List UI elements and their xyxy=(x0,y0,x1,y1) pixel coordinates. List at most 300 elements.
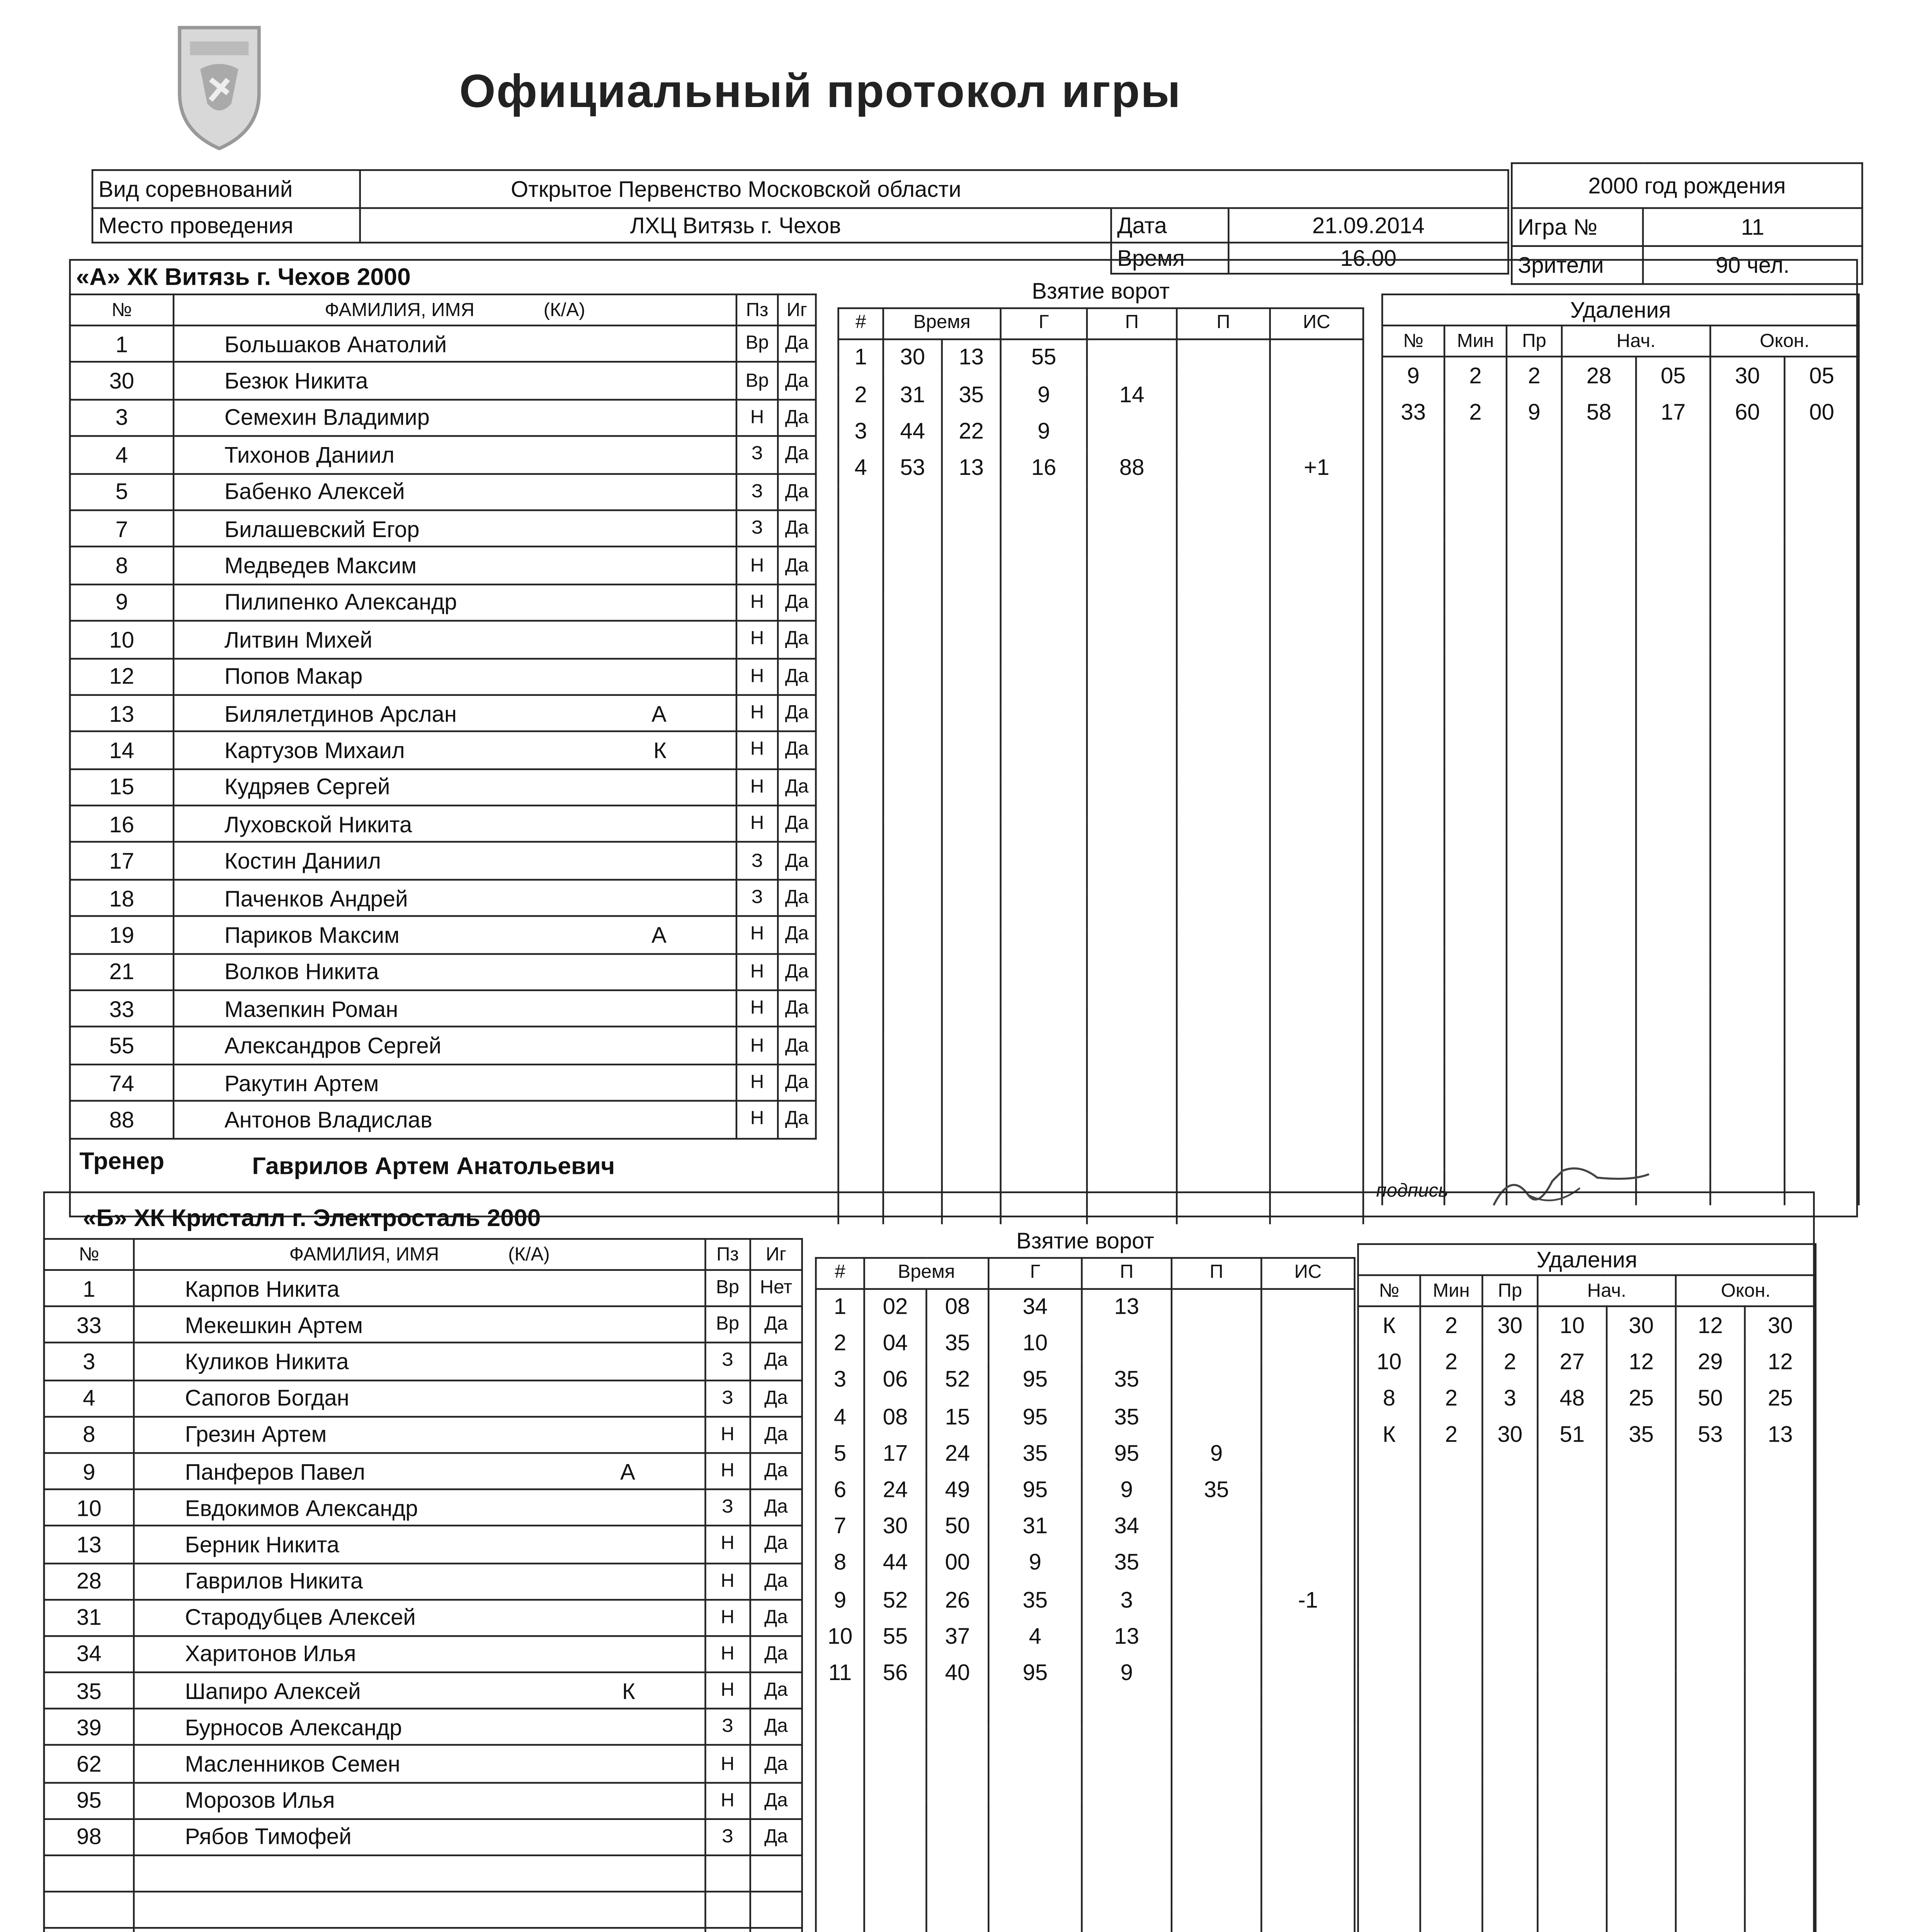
penalty-start-sec xyxy=(1607,1636,1676,1672)
penalty-start-sec xyxy=(1607,1709,1676,1745)
team-a-goals-title: Взятие ворот xyxy=(1032,278,1170,304)
player-played: Да xyxy=(750,1490,802,1526)
player-played: Да xyxy=(778,436,816,473)
penalty-row xyxy=(1382,1058,1859,1095)
goal-row xyxy=(816,1508,1354,1544)
penalty-start-sec: 05 xyxy=(1636,357,1710,394)
goal-scorer: 95 xyxy=(988,1361,1082,1398)
team-a-penalties-title: Удаления xyxy=(1382,294,1859,325)
player-position: Н xyxy=(736,547,778,584)
penalty-minutes xyxy=(1420,1672,1483,1709)
goal-second xyxy=(926,1800,988,1837)
penalty-reason xyxy=(1482,1599,1537,1636)
competition-value: Открытое Первенство Московской области xyxy=(360,170,1111,208)
player-played: Да xyxy=(778,400,816,437)
goal-time-header: Время xyxy=(864,1257,989,1288)
pen-reason-header: Пр xyxy=(1482,1275,1537,1306)
goal-row xyxy=(838,1003,1363,1040)
penalty-row xyxy=(1382,393,1859,430)
goal-scorer xyxy=(1001,966,1087,1003)
goal-minute: 04 xyxy=(864,1325,927,1361)
goal-second xyxy=(942,1077,1001,1114)
penalty-player xyxy=(1382,468,1444,505)
goal-situation xyxy=(1270,708,1363,745)
player-played: Да xyxy=(750,1672,802,1709)
goal-row xyxy=(838,708,1363,745)
penalty-start-sec xyxy=(1636,800,1710,837)
penalty-start-sec xyxy=(1636,947,1710,985)
pen-num-header: № xyxy=(1382,325,1444,356)
goal-number: 7 xyxy=(816,1508,864,1544)
goal-situation: +1 xyxy=(1270,449,1363,486)
goal-row xyxy=(838,671,1363,708)
player-name: Карпов Никита xyxy=(185,1275,340,1301)
goal-minute xyxy=(883,523,942,560)
player-played: Да xyxy=(750,1526,802,1563)
penalty-player xyxy=(1382,504,1444,541)
penalty-minutes xyxy=(1420,1891,1483,1928)
penalty-reason xyxy=(1482,1818,1537,1855)
spectators-label: Зрители xyxy=(1512,246,1643,284)
penalty-reason xyxy=(1507,763,1562,800)
goal-number xyxy=(838,1151,883,1188)
penalty-start-sec xyxy=(1636,1058,1710,1095)
penalty-reason xyxy=(1507,1021,1562,1058)
penalty-row xyxy=(1358,1379,1816,1416)
goal-scorer: 95 xyxy=(988,1654,1082,1690)
penalty-reason xyxy=(1507,430,1562,468)
penalty-end-sec xyxy=(1784,947,1859,985)
roster-row xyxy=(70,879,816,917)
player-name: Ракутин Артем xyxy=(224,1070,379,1096)
player-name-cell xyxy=(173,1101,736,1138)
player-name-cell xyxy=(134,1636,705,1673)
penalty-reason xyxy=(1507,985,1562,1022)
penalty-minutes xyxy=(1444,578,1507,615)
goal-row xyxy=(838,560,1363,597)
goal-second xyxy=(942,782,1001,819)
penalty-start-min xyxy=(1562,1021,1636,1058)
goal-minute xyxy=(864,1727,927,1764)
player-position: З xyxy=(705,1819,750,1855)
roster-row xyxy=(70,362,816,400)
player-number: 13 xyxy=(44,1526,134,1563)
penalty-start-min xyxy=(1562,726,1636,763)
goal-number: 2 xyxy=(838,375,883,412)
penalty-start-min xyxy=(1562,652,1636,689)
goal-assist-1 xyxy=(1087,338,1177,376)
roster-played-header: Иг xyxy=(778,294,816,325)
penalty-player: 10 xyxy=(1358,1343,1420,1379)
player-played: Да xyxy=(778,769,816,806)
penalty-row xyxy=(1358,1599,1816,1636)
player-name-cell xyxy=(134,1819,705,1855)
penalty-reason xyxy=(1482,1782,1537,1818)
player-number: 74 xyxy=(70,1064,173,1101)
player-played: Нет xyxy=(750,1270,802,1307)
goal-second xyxy=(942,708,1001,745)
player-played: Да xyxy=(778,732,816,769)
goal-number: 6 xyxy=(816,1471,864,1508)
goal-scorer: 4 xyxy=(988,1617,1082,1654)
player-name: Картузов Михаил xyxy=(224,737,405,764)
pen-min-header: Мин xyxy=(1444,325,1507,356)
roster-row xyxy=(70,732,816,769)
goal-assist-1 xyxy=(1087,819,1177,856)
player-position: Вр xyxy=(736,325,778,362)
goal-situation xyxy=(1261,1288,1354,1325)
goal-row xyxy=(816,1874,1354,1910)
player-played: Да xyxy=(750,1599,802,1636)
goal-minute xyxy=(883,1114,942,1151)
penalty-start-min xyxy=(1562,468,1636,505)
goal-assist-2 xyxy=(1177,745,1270,782)
goal-scorer: 55 xyxy=(1001,338,1087,376)
goal-number xyxy=(838,929,883,966)
player-number: 17 xyxy=(70,843,173,880)
goal-assist-2 xyxy=(1172,1581,1261,1617)
penalty-reason xyxy=(1507,652,1562,689)
penalty-start-sec xyxy=(1607,1599,1676,1636)
player-name-cell xyxy=(134,1380,705,1417)
goal-minute xyxy=(883,708,942,745)
penalty-row xyxy=(1382,357,1859,394)
penalty-row xyxy=(1382,430,1859,468)
goal-assist-1 xyxy=(1087,1077,1177,1114)
goal-situation xyxy=(1270,819,1363,856)
goal-minute: 52 xyxy=(864,1581,927,1617)
player-played: Да xyxy=(750,1746,802,1782)
player-name-cell xyxy=(134,1453,705,1490)
penalty-end-sec xyxy=(1784,1021,1859,1058)
goal-assist-2 xyxy=(1172,1508,1261,1544)
roster-row xyxy=(44,1270,802,1307)
birth-year: 2000 год рождения xyxy=(1512,163,1862,208)
player-name: Мекешкин Артем xyxy=(185,1312,363,1338)
penalty-reason: 2 xyxy=(1482,1343,1537,1379)
goal-situation xyxy=(1270,1040,1363,1077)
penalty-start-sec xyxy=(1607,1928,1676,1932)
penalty-player: 8 xyxy=(1358,1379,1420,1416)
player-name: Берник Никита xyxy=(185,1531,340,1558)
penalty-end-min xyxy=(1710,911,1784,948)
goal-scorer xyxy=(1001,819,1087,856)
roster-row xyxy=(70,584,816,621)
goal-assist-2 xyxy=(1177,597,1270,634)
penalty-start-min: 27 xyxy=(1537,1343,1607,1379)
goal-second xyxy=(926,1727,988,1764)
player-name-cell xyxy=(173,732,736,769)
player-position: Вр xyxy=(705,1306,750,1343)
goal-assist-1: 35 xyxy=(1082,1544,1172,1581)
roster-row xyxy=(44,1929,802,1932)
goal-second xyxy=(926,1764,988,1800)
roster-row xyxy=(70,510,816,547)
goal-assist-1 xyxy=(1082,1764,1172,1800)
player-played: Да xyxy=(778,806,816,843)
player-position: З xyxy=(705,1490,750,1526)
penalty-end-sec xyxy=(1784,763,1859,800)
penalty-row xyxy=(1382,689,1859,726)
player-number xyxy=(44,1929,134,1932)
penalty-minutes xyxy=(1420,1928,1483,1932)
goal-assist2-header: П xyxy=(1177,307,1270,338)
goal-row xyxy=(816,1581,1354,1617)
roster-row xyxy=(44,1892,802,1929)
penalty-player xyxy=(1382,652,1444,689)
player-name-cell xyxy=(173,325,736,362)
penalty-minutes xyxy=(1420,1526,1483,1563)
penalty-minutes xyxy=(1420,1489,1483,1526)
penalty-player: 9 xyxy=(1382,357,1444,394)
roster-played-header: Иг xyxy=(750,1239,802,1270)
goal-number xyxy=(838,782,883,819)
player-name-cell xyxy=(134,1892,705,1929)
penalty-end-sec xyxy=(1784,837,1859,874)
penalty-row xyxy=(1382,1021,1859,1058)
penalty-start-sec xyxy=(1607,1818,1676,1855)
player-position: Н xyxy=(736,621,778,658)
player-position: Н xyxy=(736,953,778,990)
goal-row xyxy=(838,782,1363,819)
player-position: Вр xyxy=(705,1270,750,1307)
penalty-player xyxy=(1358,1636,1420,1672)
player-number: 28 xyxy=(44,1563,134,1599)
goal-number xyxy=(838,1003,883,1040)
penalty-start-min xyxy=(1562,763,1636,800)
goal-number: 5 xyxy=(816,1434,864,1471)
player-number: 15 xyxy=(70,769,173,806)
goal-minute xyxy=(864,1874,927,1910)
penalty-start-min xyxy=(1562,430,1636,468)
team-a-coach-label: Тренер xyxy=(79,1146,165,1174)
penalty-start-min xyxy=(1562,689,1636,726)
penalty-start-min xyxy=(1537,1562,1607,1599)
goal-assist-2: 9 xyxy=(1172,1434,1261,1471)
goal-scorer: 35 xyxy=(988,1434,1082,1471)
goal-row xyxy=(816,1910,1354,1932)
player-position: Н xyxy=(736,695,778,732)
penalty-start-min xyxy=(1537,1636,1607,1672)
goal-assist-1 xyxy=(1082,1727,1172,1764)
player-position: Н xyxy=(705,1782,750,1819)
player-number: 10 xyxy=(44,1490,134,1526)
roster-row xyxy=(70,953,816,990)
penalty-end-min xyxy=(1676,1782,1745,1818)
player-number: 3 xyxy=(70,400,173,437)
roster-name-header: ФАМИЛИЯ, ИМЯ xyxy=(289,1244,439,1265)
goal-number xyxy=(816,1837,864,1874)
roster-row xyxy=(44,1526,802,1563)
player-position: Вр xyxy=(736,362,778,400)
penalty-row xyxy=(1382,874,1859,911)
penalty-start-sec xyxy=(1636,615,1710,652)
goal-scorer xyxy=(1001,1114,1087,1151)
player-position xyxy=(705,1855,750,1892)
penalty-start-min xyxy=(1562,1095,1636,1133)
goal-minute: 02 xyxy=(864,1288,927,1325)
roster-row xyxy=(70,1027,816,1065)
player-position: Н xyxy=(705,1599,750,1636)
player-name-cell xyxy=(173,990,736,1027)
goal-situation-header: ИС xyxy=(1270,307,1363,338)
time-value: 16.00 xyxy=(1228,243,1508,274)
goal-assist2-header: П xyxy=(1172,1257,1261,1288)
goal-second xyxy=(926,1874,988,1910)
goal-scorer: 9 xyxy=(1001,375,1087,412)
roster-row xyxy=(70,1101,816,1138)
penalty-end-min: 12 xyxy=(1676,1306,1745,1343)
penalty-minutes xyxy=(1444,1058,1507,1095)
goal-assist-2 xyxy=(1177,855,1270,893)
penalty-end-min xyxy=(1710,763,1784,800)
penalty-end-sec xyxy=(1745,1745,1816,1782)
goal-situation xyxy=(1261,1471,1354,1508)
goal-assist-2 xyxy=(1177,560,1270,597)
penalty-player xyxy=(1382,1021,1444,1058)
penalty-end-sec xyxy=(1745,1782,1816,1818)
roster-pos-header: Пз xyxy=(705,1239,750,1270)
penalty-start-sec xyxy=(1607,1562,1676,1599)
goal-scorer: 95 xyxy=(988,1471,1082,1508)
goal-assist-2 xyxy=(1177,523,1270,560)
roster-num-header: № xyxy=(70,294,173,325)
goal-minute xyxy=(883,745,942,782)
goal-assist-2 xyxy=(1172,1361,1261,1398)
goal-num-header: # xyxy=(816,1257,864,1288)
penalty-start-sec xyxy=(1636,468,1710,505)
penalty-end-min xyxy=(1710,504,1784,541)
penalty-start-sec xyxy=(1636,430,1710,468)
penalty-start-sec xyxy=(1636,726,1710,763)
penalty-player xyxy=(1382,985,1444,1022)
penalty-end-sec xyxy=(1745,1599,1816,1636)
player-name-cell xyxy=(134,1416,705,1453)
player-name-cell xyxy=(134,1672,705,1709)
player-played: Да xyxy=(778,547,816,584)
goal-assist-1 xyxy=(1082,1800,1172,1837)
player-name: Харитонов Илья xyxy=(185,1641,356,1667)
penalty-end-sec xyxy=(1784,1132,1859,1169)
penalty-minutes: 2 xyxy=(1444,393,1507,430)
player-name: Пилипенко Александр xyxy=(224,589,457,616)
penalty-end-sec xyxy=(1784,615,1859,652)
goal-number xyxy=(816,1910,864,1932)
player-played: Да xyxy=(750,1709,802,1746)
goal-scorer xyxy=(1001,560,1087,597)
penalty-reason xyxy=(1482,1745,1537,1782)
penalty-end-min xyxy=(1676,1636,1745,1672)
penalty-end-sec xyxy=(1745,1562,1816,1599)
player-number: 35 xyxy=(44,1672,134,1709)
roster-row xyxy=(70,843,816,880)
player-position: Н xyxy=(705,1636,750,1673)
roster-num-header: № xyxy=(44,1239,134,1270)
penalty-row xyxy=(1382,763,1859,800)
goal-scorer xyxy=(988,1837,1082,1874)
goal-second: 52 xyxy=(926,1361,988,1398)
penalty-player xyxy=(1382,1058,1444,1095)
player-number: 10 xyxy=(70,621,173,658)
player-played: Да xyxy=(778,362,816,400)
player-name: Луховской Никита xyxy=(224,811,412,837)
goal-situation xyxy=(1261,1508,1354,1544)
goal-row xyxy=(816,1800,1354,1837)
roster-row xyxy=(70,695,816,732)
penalty-end-min xyxy=(1710,541,1784,578)
goal-scorer: 16 xyxy=(1001,449,1087,486)
goal-scorer xyxy=(988,1727,1082,1764)
penalty-start-sec xyxy=(1636,874,1710,911)
player-position: З xyxy=(705,1343,750,1380)
penalty-reason xyxy=(1507,689,1562,726)
goal-scorer xyxy=(988,1764,1082,1800)
player-number xyxy=(44,1855,134,1892)
goal-scorer: 31 xyxy=(988,1508,1082,1544)
penalty-end-sec: 12 xyxy=(1745,1343,1816,1379)
goal-minute xyxy=(883,855,942,893)
goal-scorer xyxy=(1001,893,1087,930)
penalty-end-sec xyxy=(1745,1636,1816,1672)
goal-assist-2 xyxy=(1177,634,1270,671)
player-name: Бурносов Александр xyxy=(185,1714,402,1740)
player-number: 3 xyxy=(44,1343,134,1380)
penalty-minutes xyxy=(1420,1636,1483,1672)
penalty-start-sec: 12 xyxy=(1607,1343,1676,1379)
player-number: 16 xyxy=(70,806,173,843)
penalty-start-sec xyxy=(1636,689,1710,726)
goal-assist-2 xyxy=(1172,1690,1261,1727)
player-name: Антонов Владислав xyxy=(224,1106,432,1133)
goal-situation xyxy=(1270,634,1363,671)
penalty-row xyxy=(1358,1343,1816,1379)
page-title: Официальный протокол игры xyxy=(459,65,1182,117)
goal-row xyxy=(838,819,1363,856)
goal-assist-1: 35 xyxy=(1082,1361,1172,1398)
player-name-cell xyxy=(134,1563,705,1599)
penalty-reason: 30 xyxy=(1482,1306,1537,1343)
penalty-reason xyxy=(1507,504,1562,541)
penalty-start-min xyxy=(1562,874,1636,911)
goal-scorer xyxy=(988,1690,1082,1727)
goal-assist1-header: П xyxy=(1082,1257,1172,1288)
goal-assist-1: 9 xyxy=(1082,1471,1172,1508)
goal-assist-2 xyxy=(1177,671,1270,708)
penalty-minutes xyxy=(1444,430,1507,468)
player-position: Н xyxy=(736,917,778,954)
goal-number: 4 xyxy=(838,449,883,486)
penalty-end-sec xyxy=(1784,800,1859,837)
goal-row xyxy=(838,1077,1363,1114)
player-name-cell xyxy=(173,436,736,473)
goal-second xyxy=(942,966,1001,1003)
goal-assist-2 xyxy=(1172,1325,1261,1361)
roster-row xyxy=(44,1746,802,1782)
goal-minute: 08 xyxy=(864,1398,927,1435)
goal-scorer xyxy=(1001,929,1087,966)
penalty-minutes xyxy=(1420,1818,1483,1855)
goal-number xyxy=(816,1800,864,1837)
roster-row xyxy=(70,473,816,510)
team-a-roster xyxy=(69,294,817,1139)
goal-number xyxy=(838,708,883,745)
penalty-end-sec xyxy=(1745,1489,1816,1526)
penalty-row xyxy=(1358,1416,1816,1453)
penalty-start-sec xyxy=(1607,1891,1676,1928)
penalty-start-min xyxy=(1537,1672,1607,1709)
player-position: З xyxy=(736,473,778,510)
goal-assist-2 xyxy=(1172,1398,1261,1435)
